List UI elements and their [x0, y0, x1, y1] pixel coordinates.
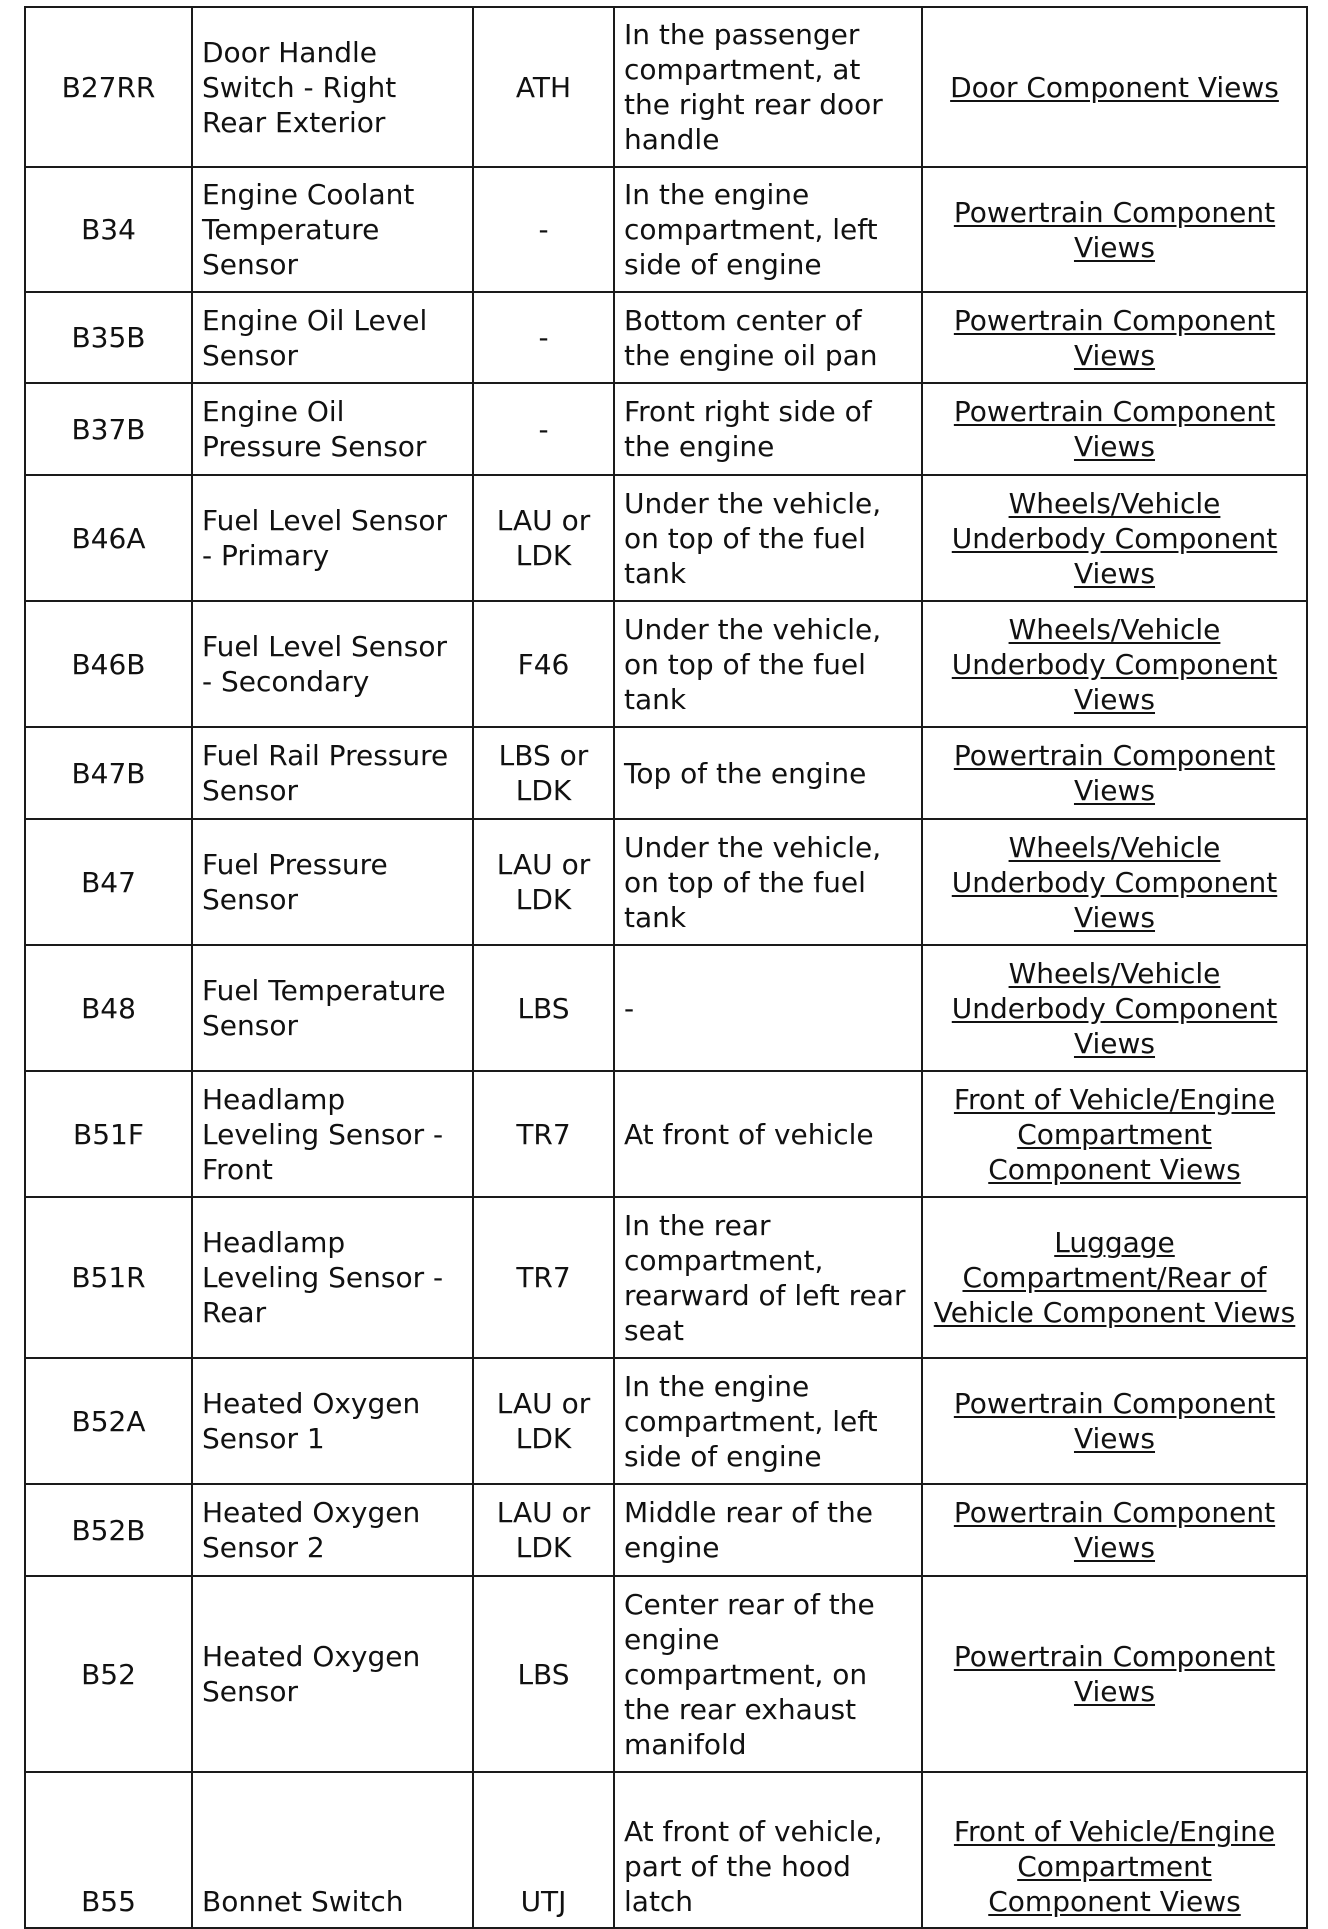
component-view-link[interactable]: Luggage Compartment/Rear of Vehicle Component Views: [933, 1226, 1296, 1329]
component-option: ATH: [473, 7, 614, 167]
component-name: Fuel Temperature Sensor: [192, 945, 473, 1071]
component-location: At front of vehicle, part of the hood latch: [614, 1772, 922, 1928]
component-option: TR7: [473, 1071, 614, 1197]
component-view-cell: [922, 383, 1307, 475]
component-option: LAU or LDK: [473, 1484, 614, 1576]
component-location: Under the vehicle, on top of the fuel tank: [614, 819, 922, 945]
component-name: Bonnet Switch: [192, 1772, 473, 1928]
component-option: UTJ: [473, 1772, 614, 1928]
component-id: B52A: [25, 1358, 192, 1484]
component-view-link[interactable]: Powertrain Component Views: [953, 303, 1276, 372]
component-location: Middle rear of the engine: [614, 1484, 922, 1576]
component-id: B55: [25, 1772, 192, 1928]
table-row: [25, 601, 1307, 727]
component-option: LBS: [473, 1576, 614, 1772]
table-row: [25, 1484, 1307, 1576]
component-location: Top of the engine: [614, 727, 922, 819]
component-id: B48: [25, 945, 192, 1071]
component-option: LBS or LDK: [473, 727, 614, 819]
component-option: -: [473, 383, 614, 475]
table-row: [25, 167, 1307, 292]
component-name: Fuel Level Sensor - Primary: [192, 475, 473, 601]
component-id: B47: [25, 819, 192, 945]
component-option: -: [473, 167, 614, 292]
component-name: Heated Oxygen Sensor 1: [192, 1358, 473, 1484]
component-view-link[interactable]: Powertrain Component Views: [953, 1496, 1276, 1564]
component-view-cell: [922, 1576, 1307, 1772]
component-view-cell: [922, 292, 1307, 383]
component-id: B35B: [25, 292, 192, 383]
table-row: [25, 383, 1307, 475]
component-location: In the engine compartment, left side of engine: [614, 1358, 922, 1484]
component-view-cell: [922, 1197, 1307, 1358]
component-name: Heated Oxygen Sensor: [192, 1576, 473, 1772]
component-option: TR7: [473, 1197, 614, 1358]
component-option: F46: [473, 601, 614, 727]
component-option: LAU or LDK: [473, 819, 614, 945]
component-view-cell: [922, 601, 1307, 727]
component-name: Engine Oil Level Sensor: [192, 292, 473, 383]
component-view-link[interactable]: Front of Vehicle/Engine Compartment Component Views: [953, 1815, 1276, 1918]
component-location: -: [614, 945, 922, 1071]
component-view-cell: [922, 167, 1307, 292]
component-name: Fuel Pressure Sensor: [192, 819, 473, 945]
component-option: LBS: [473, 945, 614, 1071]
table-row: [25, 1576, 1307, 1772]
component-id: B47B: [25, 727, 192, 819]
component-view-cell: [922, 1772, 1307, 1928]
component-location: Under the vehicle, on top of the fuel tank: [614, 601, 922, 727]
component-view-link[interactable]: Powertrain Component Views: [953, 395, 1276, 463]
component-view-link[interactable]: Powertrain Component Views: [953, 1387, 1276, 1455]
component-option: LAU or LDK: [473, 475, 614, 601]
table-row: [25, 727, 1307, 819]
table-row: [25, 1197, 1307, 1358]
table-row: [25, 475, 1307, 601]
component-name: Door Handle Switch - Right Rear Exterior: [192, 7, 473, 167]
component-id: B52B: [25, 1484, 192, 1576]
component-view-link[interactable]: Powertrain Component Views: [953, 195, 1276, 264]
table-row: [25, 1358, 1307, 1484]
component-id: B51F: [25, 1071, 192, 1197]
component-view-link[interactable]: Front of Vehicle/Engine Compartment Component Views: [953, 1082, 1276, 1186]
component-view-cell: [922, 1358, 1307, 1484]
component-name: Headlamp Leveling Sensor - Front: [192, 1071, 473, 1197]
table-row: [25, 945, 1307, 1071]
component-view-cell: [922, 1071, 1307, 1197]
table-row: [25, 1772, 1307, 1928]
table-row: [25, 819, 1307, 945]
component-location: At front of vehicle: [614, 1071, 922, 1197]
component-name: Engine Coolant Temperature Sensor: [192, 167, 473, 292]
component-name: Fuel Rail Pressure Sensor: [192, 727, 473, 819]
component-option: LAU or LDK: [473, 1358, 614, 1484]
component-id: B51R: [25, 1197, 192, 1358]
component-option: -: [473, 292, 614, 383]
component-view-cell: [922, 945, 1307, 1071]
component-view-link[interactable]: Wheels/Vehicle Underbody Component Views: [951, 830, 1278, 934]
component-name: Headlamp Leveling Sensor - Rear: [192, 1197, 473, 1358]
component-view-cell: [922, 7, 1307, 167]
component-location: Under the vehicle, on top of the fuel tank: [614, 475, 922, 601]
component-id: B27RR: [25, 7, 192, 167]
component-name: Heated Oxygen Sensor 2: [192, 1484, 473, 1576]
table-row: [25, 292, 1307, 383]
table-row: [25, 7, 1307, 167]
component-id: B37B: [25, 383, 192, 475]
component-location: Center rear of the engine compartment, on the rear exhaust manifold: [614, 1576, 922, 1772]
component-location: In the rear compartment, rearward of left rear seat: [614, 1197, 922, 1358]
component-locator-table: [24, 6, 1308, 1929]
component-name: Fuel Level Sensor - Secondary: [192, 601, 473, 727]
component-location: Bottom center of the engine oil pan: [614, 292, 922, 383]
component-id: B46A: [25, 475, 192, 601]
component-view-link[interactable]: Wheels/Vehicle Underbody Component Views: [951, 956, 1278, 1060]
component-view-link[interactable]: Door Component Views: [950, 70, 1279, 104]
component-view-link[interactable]: Wheels/Vehicle Underbody Component Views: [951, 486, 1278, 590]
component-view-cell: [922, 727, 1307, 819]
component-location: In the passenger compartment, at the right rear door handle: [614, 7, 922, 167]
component-view-link[interactable]: Wheels/Vehicle Underbody Component Views: [951, 612, 1278, 716]
component-view-link[interactable]: Powertrain Component Views: [953, 1640, 1276, 1708]
table-row: [25, 1071, 1307, 1197]
component-id: B52: [25, 1576, 192, 1772]
component-name: Engine Oil Pressure Sensor: [192, 383, 473, 475]
component-view-cell: [922, 1484, 1307, 1576]
component-view-link[interactable]: Powertrain Component Views: [953, 739, 1276, 807]
component-id: B46B: [25, 601, 192, 727]
component-location: In the engine compartment, left side of engine: [614, 167, 922, 292]
component-location: Front right side of the engine: [614, 383, 922, 475]
component-id: B34: [25, 167, 192, 292]
component-view-cell: [922, 819, 1307, 945]
component-view-cell: [922, 475, 1307, 601]
